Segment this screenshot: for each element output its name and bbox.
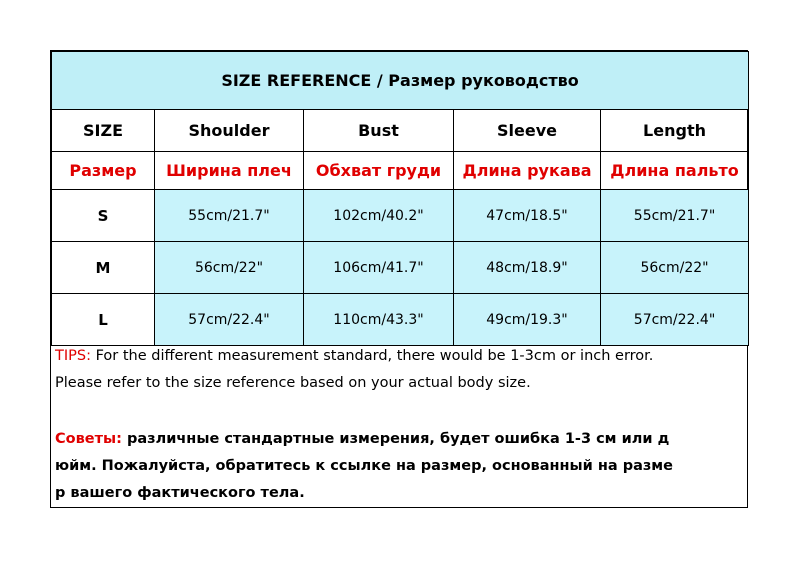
header-bust: Bust bbox=[304, 110, 454, 152]
ru-tips-note bbox=[55, 426, 745, 507]
tips-note bbox=[55, 343, 745, 397]
header-ru-sleeve: Длина рукава bbox=[454, 152, 601, 190]
size-label: M bbox=[52, 242, 155, 294]
header-ru-shoulder: Ширина плеч bbox=[155, 152, 304, 190]
bust-value: 110cm/43.3" bbox=[304, 294, 454, 346]
size-reference-sheet bbox=[50, 50, 748, 508]
header-row-ru bbox=[52, 152, 749, 190]
header-ru-size: Размер bbox=[52, 152, 155, 190]
ru-tips-line-2: юйм. Пожалуйста, обратитесь к ссылке на размер, основанный на разме bbox=[55, 458, 673, 474]
header-sleeve: Sleeve bbox=[454, 110, 601, 152]
bust-value: 102cm/40.2" bbox=[304, 190, 454, 242]
shoulder-value: 55cm/21.7" bbox=[155, 190, 304, 242]
length-value: 55cm/21.7" bbox=[601, 190, 749, 242]
ru-tips-label: Советы: bbox=[55, 431, 122, 447]
ru-tips-line-3: р вашего фактического тела. bbox=[55, 485, 305, 501]
bust-value: 106cm/41.7" bbox=[304, 242, 454, 294]
table-row bbox=[52, 242, 749, 294]
tips-line-2: Please refer to the size reference based on your actual body size. bbox=[55, 375, 531, 391]
size-label: L bbox=[52, 294, 155, 346]
header-size: SIZE bbox=[52, 110, 155, 152]
sleeve-value: 49cm/19.3" bbox=[454, 294, 601, 346]
tips-line-1 bbox=[55, 343, 745, 370]
header-ru-length: Длина пальто bbox=[601, 152, 749, 190]
tips-label: TIPS: bbox=[55, 348, 91, 364]
ru-tips-line-1 bbox=[55, 426, 745, 453]
sleeve-value: 48cm/18.9" bbox=[454, 242, 601, 294]
ru-tips-text-1: различные стандартные измерения, будет ошибка 1-3 см или д bbox=[121, 431, 670, 447]
sleeve-value: 47cm/18.5" bbox=[454, 190, 601, 242]
header-row-en bbox=[52, 110, 749, 152]
size-table bbox=[51, 51, 749, 346]
header-length: Length bbox=[601, 110, 749, 152]
table-row bbox=[52, 294, 749, 346]
header-shoulder: Shoulder bbox=[155, 110, 304, 152]
header-ru-bust: Обхват груди bbox=[304, 152, 454, 190]
length-value: 56cm/22" bbox=[601, 242, 749, 294]
shoulder-value: 57cm/22.4" bbox=[155, 294, 304, 346]
shoulder-value: 56cm/22" bbox=[155, 242, 304, 294]
table-row bbox=[52, 190, 749, 242]
size-label: S bbox=[52, 190, 155, 242]
length-value: 57cm/22.4" bbox=[601, 294, 749, 346]
table-title: SIZE REFERENCE / Размер руководство bbox=[52, 52, 749, 110]
tips-text-1: For the different measurement standard, there would be 1-3cm or inch error. bbox=[90, 348, 654, 364]
